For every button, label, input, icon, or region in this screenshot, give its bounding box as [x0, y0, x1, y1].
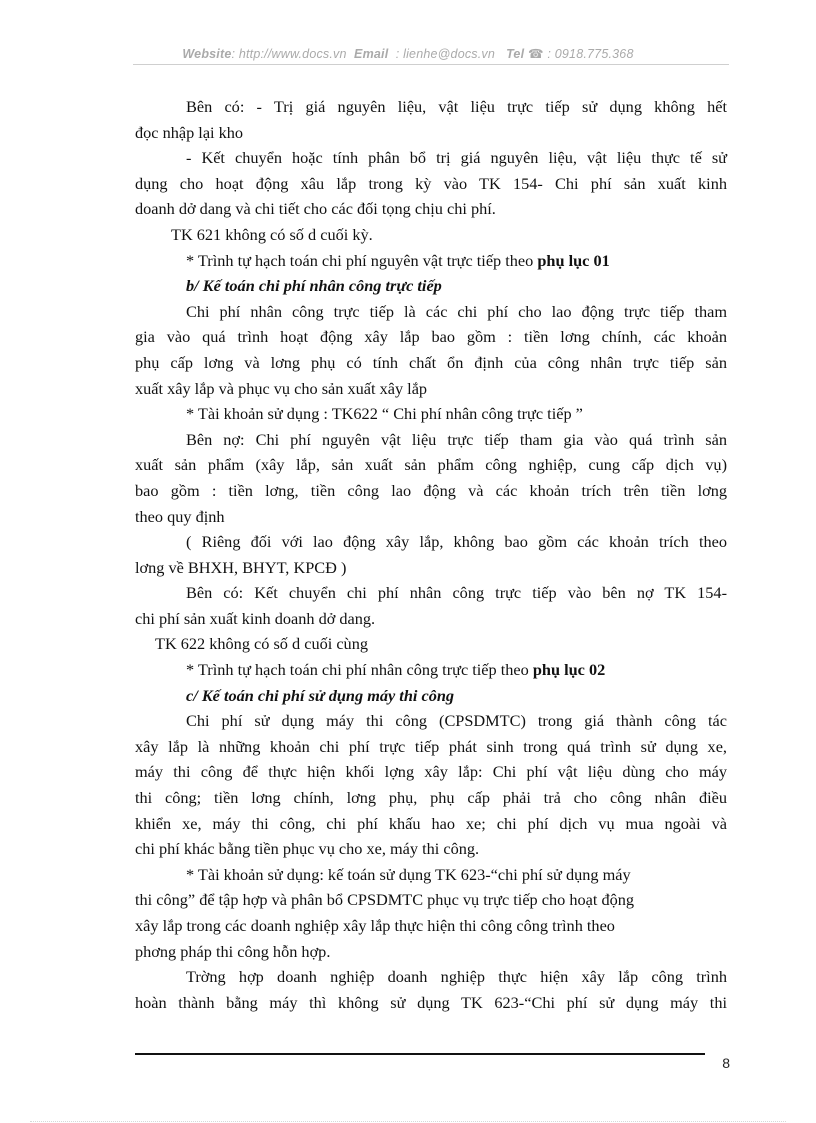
text-line: doanh dở dang và chi tiết cho các đối tọng chịu chi phí. — [135, 199, 496, 219]
text-line: thi công” để tập hợp và phân bổ CPSDMTC phục vụ trực tiếp cho hoạt động — [135, 890, 635, 910]
text-line: Chi phí nhân công trực tiếp là các chi phí cho lao động trực tiếp tham — [186, 301, 727, 321]
document-body — [135, 94, 727, 1015]
website-value: : http://www.docs.vn — [231, 47, 347, 61]
text-line: - Kết chuyển hoặc tính phân bổ trị giá nguyên liệu, vật liệu thực tế sử — [186, 148, 727, 168]
page-number: 8 — [722, 1055, 730, 1071]
text-line: * Tài khoản sử dụng : TK622 “ Chi phí nhân công trực tiếp ” — [186, 404, 583, 424]
procedure-text: * Trình tự hạch toán chi phí nguyên vật trực tiếp theo — [186, 250, 538, 270]
text-line: TK 621 không có số d cuối kỳ. — [171, 224, 373, 244]
text-line: xuất sản phẩm (xây lắp, sản xuất sản phẩm công nghiệp, cung cấp dịch vụ) — [135, 455, 727, 475]
text-line — [135, 248, 727, 274]
text-line: xuất xây lắp và phục vụ cho sản xuất xây lắp — [135, 378, 428, 398]
text-line: hoàn thành bằng máy thì không sử dụng TK 623-“Chi phí sử dụng máy thi — [135, 992, 727, 1012]
page-edge-divider — [30, 1121, 786, 1122]
text-line — [135, 657, 727, 683]
text-line: bao gồm : tiền lơng, tiền công lao động và các khoản trích trên tiền lơng — [135, 480, 727, 500]
text-line: phụ cấp lơng và lơng phụ có tính chất ổn định của công nhân trực tiếp sản — [135, 352, 727, 372]
text-line: khiển xe, máy thi công, chi phí khấu hao xe; chi phí dịch vụ mua ngoài và — [135, 813, 727, 833]
email-value: : lienhe@docs.vn — [395, 47, 496, 61]
text-line: phơng pháp thi công hỗn hợp. — [135, 941, 331, 961]
appendix-ref: phụ lục 01 — [537, 250, 610, 270]
email-label: Email — [354, 47, 389, 61]
footer-divider — [135, 1053, 705, 1055]
text-line: Bên có: Kết chuyển chi phí nhân công trực tiếp vào bên nợ TK 154- — [186, 583, 727, 603]
text-line: TK 622 không có số d cuối cùng — [155, 634, 368, 654]
procedure-text: * Trình tự hạch toán chi phí nhân công trực tiếp theo — [186, 660, 533, 680]
text-line: gia vào quá trình hoạt động xây lắp bao gồm : tiền lơng chính, các khoản — [135, 327, 727, 347]
appendix-ref: phụ lục 02 — [532, 660, 606, 680]
header-divider — [133, 64, 729, 65]
tel-value: ☎ : 0918.775.368 — [527, 47, 634, 61]
text-line: theo quy định — [135, 506, 225, 526]
text-line: đọc nhập lại kho — [135, 122, 244, 142]
text-line: máy thi công để thực hiện khối lợng xây lắp: Chi phí vật liệu dùng cho máy — [135, 762, 727, 782]
text-line: dụng cho hoạt động xâu lắp trong kỳ vào TK 154- Chi phí sản xuất kinh — [135, 173, 727, 193]
text-line: xây lắp là những khoản chi phí trực tiếp phát sinh trong quá trình sử dụng xe, — [135, 736, 727, 756]
text-line: thi công; tiền lơng chính, lơng phụ, phụ cấp phải trả cho công nhân điều — [135, 788, 727, 808]
text-line: Bên nợ: Chi phí nguyên vật liệu trực tiếp tham gia vào quá trình sản — [186, 429, 727, 449]
text-line: chi phí khác bằng tiền phục vụ cho xe, máy thi công. — [135, 839, 480, 859]
section-heading: b/ Kế toán chi phí nhân công trực tiếp — [186, 276, 442, 296]
tel-label: Tel — [506, 47, 525, 61]
text-line: xây lắp trong các doanh nghiệp xây lắp thực hiện thi công công trình theo — [135, 916, 615, 935]
text-line: ( Riêng đối với lao động xây lắp, không bao gồm các khoản trích theo — [186, 532, 727, 552]
text-line: Trờng hợp doanh nghiệp doanh nghiệp thực hiện xây lắp công trình — [186, 967, 727, 987]
page-header — [0, 46, 816, 61]
section-heading: c/ Kế toán chi phí sử dụng máy thi công — [186, 685, 455, 705]
text-line: chi phí sản xuất kinh doanh dở dang. — [135, 608, 376, 628]
text-line: lơng về BHXH, BHYT, KPCĐ ) — [135, 557, 347, 577]
text-line: Chi phí sử dụng máy thi công (CPSDMTC) trong giá thành công tác — [186, 711, 727, 731]
website-label: Website — [182, 47, 232, 61]
text-line: * Tài khoản sử dụng: kế toán sử dụng TK 623-“chi phí sử dụng máy — [186, 864, 631, 884]
text-line: Bên có: - Trị giá nguyên liệu, vật liệu trực tiếp sử dụng không hết — [186, 97, 727, 116]
